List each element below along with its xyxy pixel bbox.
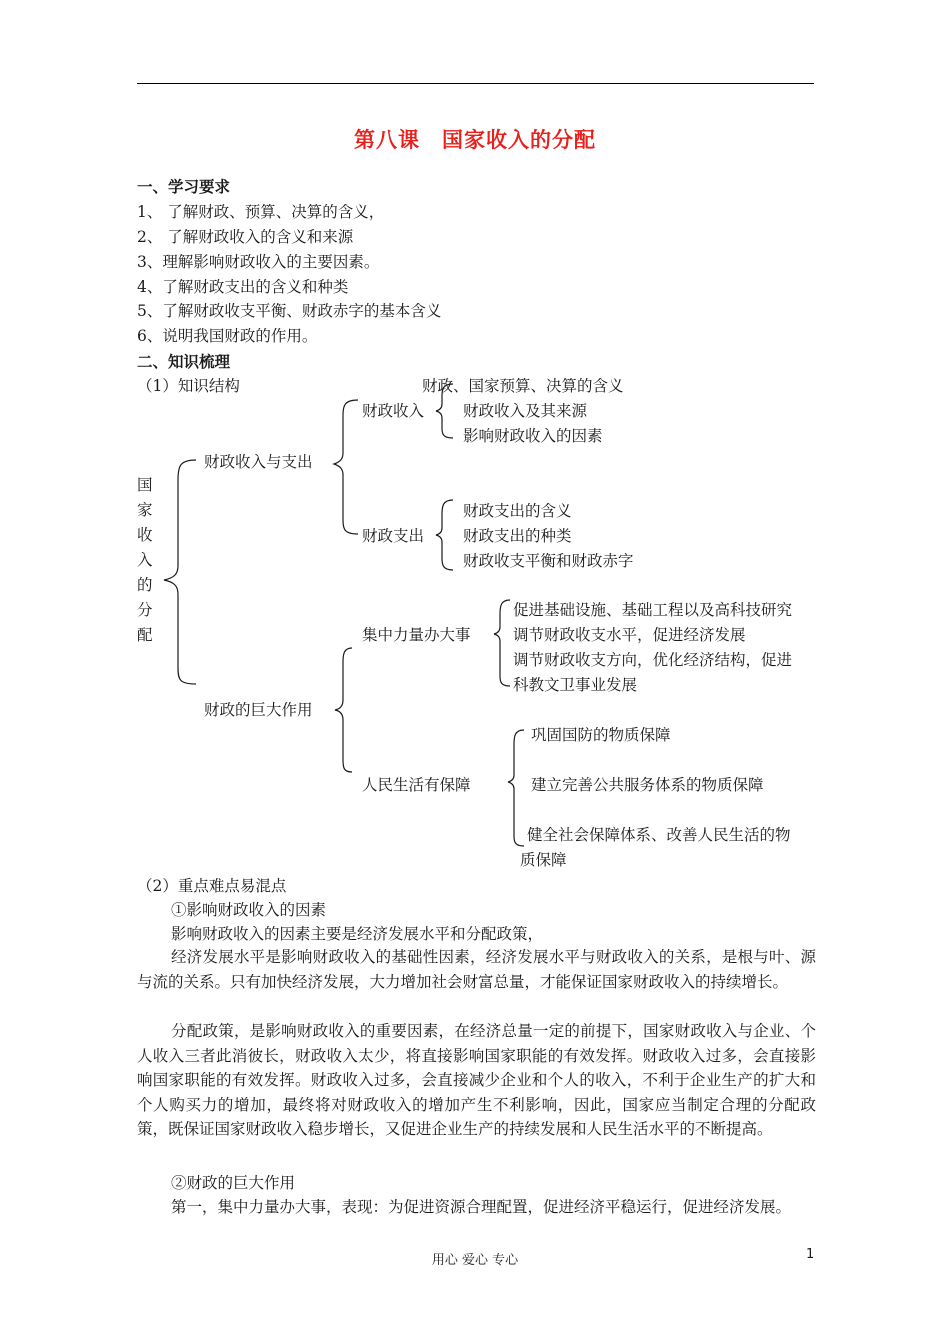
section-heading-requirements: 一、学习要求: [137, 178, 231, 196]
leaf-item: 财政支出的种类: [463, 527, 572, 545]
leaf-item: 巩固国防的物质保障: [531, 726, 671, 744]
requirement-item: 3、理解影响财政收入的主要因素。: [137, 253, 380, 271]
page-footer: 用心 爱心 专心: [431, 1253, 519, 1268]
paragraph: 第一，集中力量办大事，表现：为促进资源合理配置，促进经济平稳运行，促进经济发展。: [171, 1198, 792, 1216]
leaf-item: 促进基础设施、基础工程以及高科技研究: [513, 601, 793, 619]
root-char: 家: [137, 501, 153, 519]
leaf-item: 财政支出的含义: [463, 502, 572, 520]
leaf-item: 财政、国家预算、决算的含义: [422, 377, 624, 395]
branch-fiscal-role: 财政的巨大作用: [204, 701, 313, 719]
branch-revenue-expenditure: 财政收入与支出: [204, 453, 313, 471]
leaf-item: 科教文卫事业发展: [513, 676, 638, 694]
root-char: 的: [137, 576, 153, 594]
root-char: 收: [137, 526, 153, 544]
node-livelihood-guarantee: 人民生活有保障: [362, 776, 471, 794]
leaf-item: 影响财政收入的因素: [463, 427, 603, 445]
paragraph: 影响财政收入的因素主要是经济发展水平和分配政策，: [171, 925, 544, 943]
page-title: 第八课 国家收入的分配: [354, 128, 596, 152]
leaf-item: 质保障: [520, 851, 567, 869]
leaf-item: 健全社会保障体系、改善人民生活的物: [527, 826, 791, 844]
point-heading: ①影响财政收入的因素: [171, 901, 327, 919]
node-fiscal-revenue: 财政收入: [362, 402, 425, 420]
requirement-item: 6、说明我国财政的作用。: [137, 327, 318, 345]
node-fiscal-expenditure: 财政支出: [362, 527, 425, 545]
requirement-item: 5、了解财政收支平衡、财政赤字的基本含义: [137, 302, 442, 320]
root-char: 入: [137, 551, 153, 569]
leaf-item: 财政收支平衡和财政赤字: [463, 552, 634, 570]
root-char: 配: [137, 626, 153, 644]
requirement-item: 1、 了解财政、预算、决算的含义，: [137, 203, 385, 221]
requirement-item: 4、了解财政支出的含义和种类: [137, 278, 349, 296]
root-char: 分: [137, 601, 153, 619]
subheading-structure: （1）知识结构: [137, 377, 240, 395]
subheading-key-points: （2）重点难点易混点: [137, 877, 287, 895]
page-number: 1: [806, 1247, 815, 1262]
leaf-item: 调节财政收支水平，促进经济发展: [513, 626, 746, 644]
leaf-item: 财政收入及其来源: [463, 402, 588, 420]
section-heading-knowledge: 二、知识梳理: [137, 353, 231, 371]
paragraph: 经济发展水平是影响财政收入的基础性因素，经济发展水平与财政收入的关系，是根与叶、源与流的关系。只有加快经济发展，大力增加社会财富总量，才能保证国家财政收入的持续增长。: [137, 948, 816, 991]
paragraph: 分配政策，是影响财政收入的重要因素，在经济总量一定的前提下，国家财政收入与企业、个人收入三者此消彼长，财政收入太少，将直接影响国家职能的有效发挥。财政收入过多，会直接影响国家职能的有效发挥。财政收入过多，会直接减少企业和个人的收入，不利于企业生产的扩大和个人购买力的增加，最终将对财政收入的增加产生不利影响，因此，国家应当制定合理的分配政策，既保证国家财政收入稳步增长，又促进企业生产的持续发展和人民生活水平的不断提高。: [137, 1022, 816, 1138]
root-char: 国: [137, 476, 153, 494]
requirement-item: 2、 了解财政收入的含义和来源: [137, 228, 354, 246]
leaf-item: 调节财政收支方向，优化经济结构，促进: [513, 651, 793, 669]
leaf-item: 建立完善公共服务体系的物质保障: [531, 776, 764, 794]
node-concentrate-power: 集中力量办大事: [362, 626, 471, 644]
point-heading: ②财政的巨大作用: [171, 1174, 296, 1192]
